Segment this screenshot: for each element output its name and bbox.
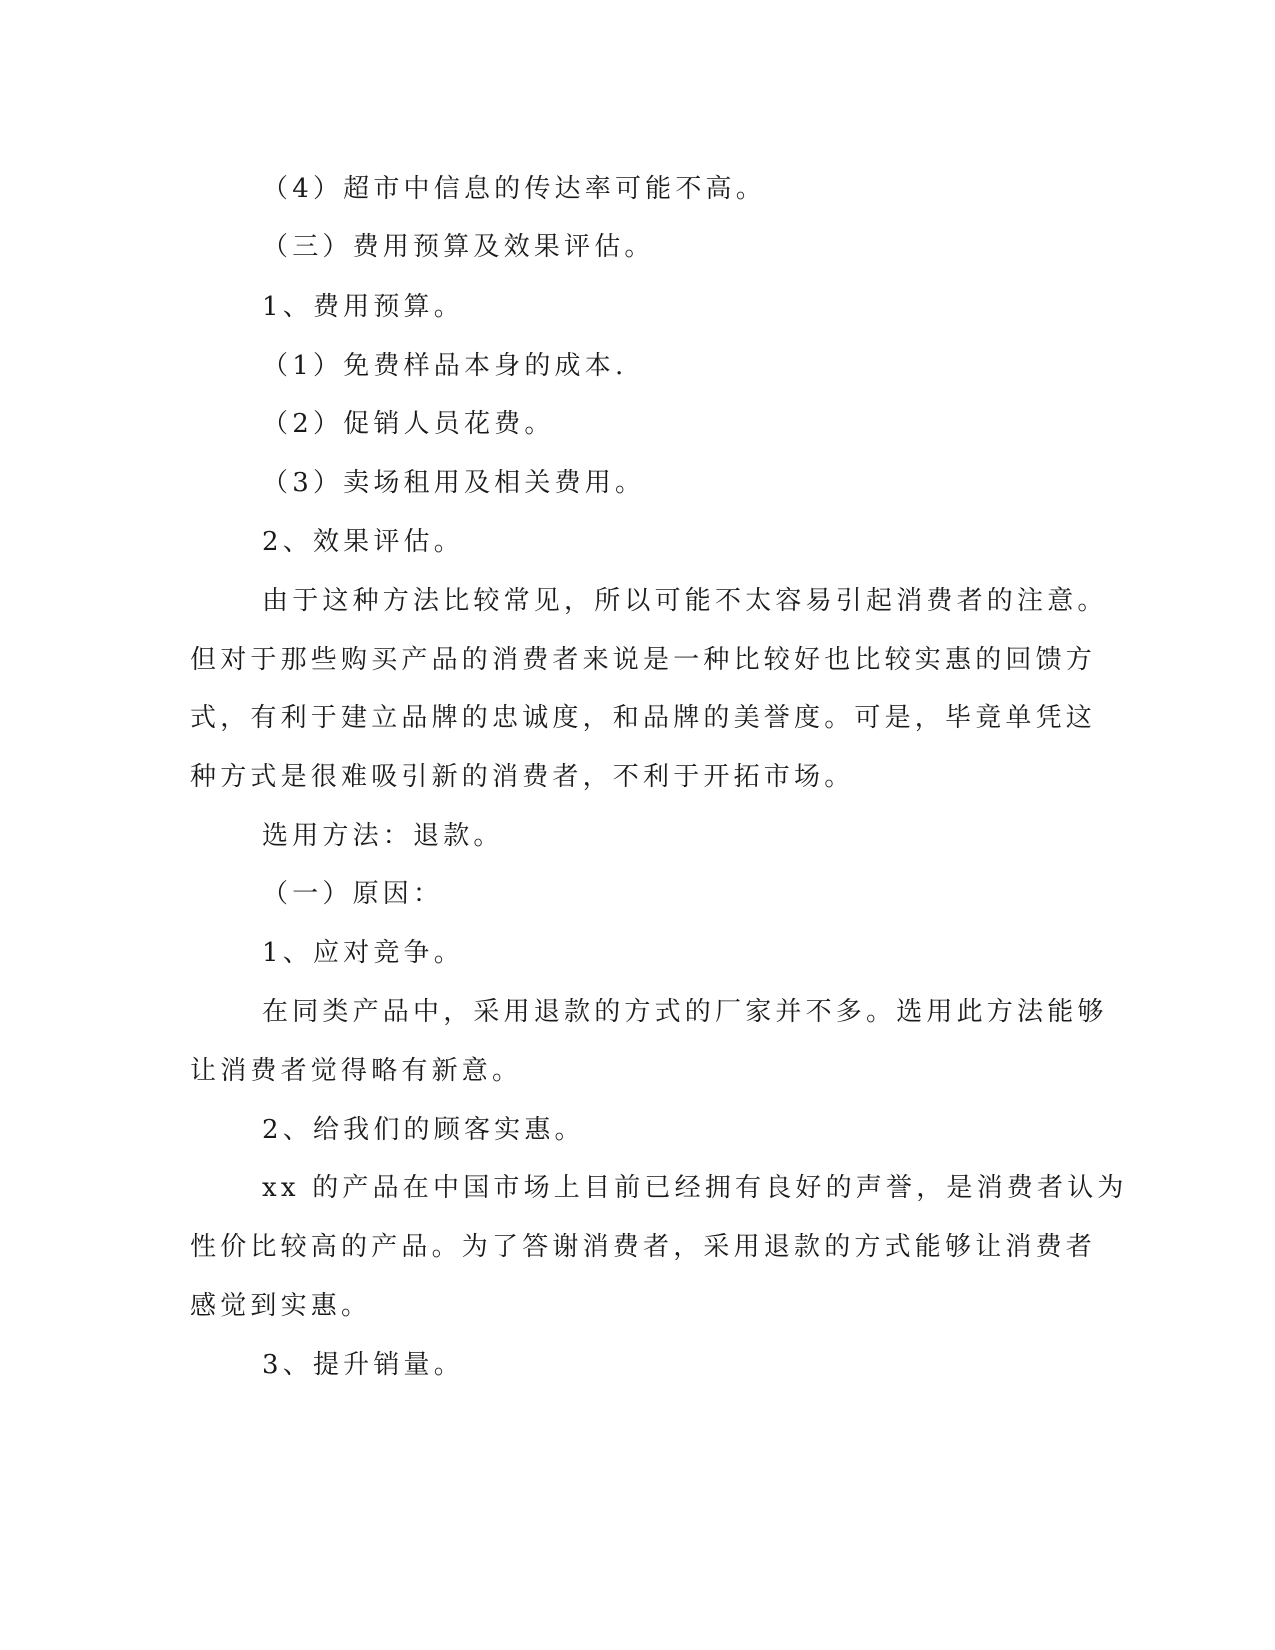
section-heading-budget: （三）费用预算及效果评估。 (262, 232, 655, 262)
subheading-effect-evaluation: 2、效果评估。 (262, 527, 464, 557)
paragraph-line: 式，有利于建立品牌的忠诚度，和品牌的美誉度。可是，毕竟单凭这 (190, 703, 1097, 733)
paragraph-line: 但对于那些购买产品的消费者来说是一种比较好也比较实惠的回馈方 (190, 645, 1097, 675)
subheading-customer-benefit: 2、给我们的顾客实惠。 (262, 1115, 585, 1145)
list-item-sample-cost: （1）免费样品本身的成本. (262, 351, 628, 381)
subheading-competition: 1、应对竞争。 (262, 938, 464, 968)
paragraph-line: 由于这种方法比较常见，所以可能不太容易引起消费者的注意。 (262, 586, 1108, 616)
list-item-4-info-rate: （4）超市中信息的传达率可能不高。 (262, 174, 766, 204)
paragraph-line: 种方式是很难吸引新的消费者，不利于开拓市场。 (190, 762, 855, 792)
paragraph-line: 感觉到实惠。 (190, 1291, 372, 1321)
paragraph-line: xx 的产品在中国市场上目前已经拥有良好的声誉，是消费者认为 (262, 1173, 1128, 1203)
paragraph-line: 在同类产品中，采用退款的方式的厂家并不多。选用此方法能够 (262, 997, 1108, 1027)
list-item-staff-cost: （2）促销人员花费。 (262, 409, 555, 439)
section-heading-reasons: （一）原因： (262, 879, 444, 909)
subheading-increase-sales: 3、提升销量。 (262, 1350, 464, 1380)
paragraph-line: 性价比较高的产品。为了答谢消费者，采用退款的方式能够让消费者 (190, 1232, 1097, 1262)
paragraph-line: 让消费者觉得略有新意。 (190, 1056, 523, 1086)
method-selection-heading: 选用方法：退款。 (262, 821, 504, 851)
list-item-venue-cost: （3）卖场租用及相关费用。 (262, 468, 646, 498)
subheading-cost-budget: 1、费用预算。 (262, 292, 464, 322)
